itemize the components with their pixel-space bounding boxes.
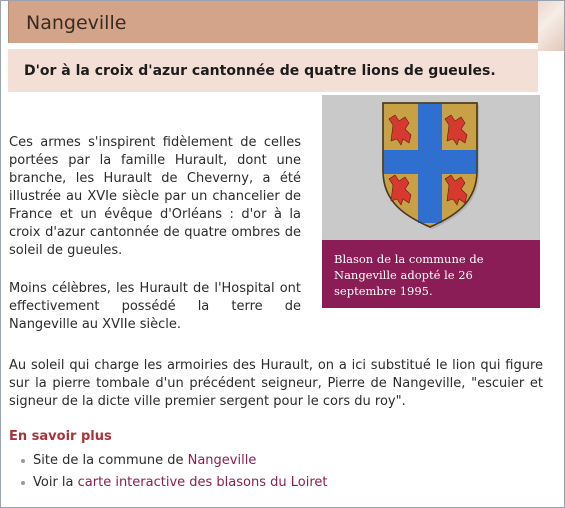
blazon-bar	[8, 49, 538, 92]
more-info-heading: En savoir plus	[9, 429, 112, 444]
link-prefix-map: Voir la	[33, 475, 78, 490]
paragraph-hospital: Moins célèbres, les Hurault de l'Hospital ont effectivement possédé la terre de Nangeville au XVIIe siècle.	[9, 281, 301, 332]
shield-icon	[381, 101, 481, 231]
figure-caption-text: Blason de la commune de Nangeville adopté le 26 septembre 1995.	[334, 252, 484, 298]
bullet-icon	[21, 459, 25, 463]
corner-decoration	[538, 1, 564, 51]
more-info-list	[21, 450, 327, 494]
paragraph-origin: Ces armes s'inspirent fidèlement de celles portées par la famille Hurault, dont une branche, les Hurault de Cheverny, a été illustrée au XVIe siècle par un chancelier de France et un évêque d'Orléans : d'or à la croix d'azur cantonnée de quatre ombres de soleil de gueules.	[9, 135, 301, 258]
list-item	[21, 450, 327, 472]
commune-link[interactable]: Nangeville	[187, 453, 257, 468]
page-title: Nangeville	[26, 12, 127, 34]
blazon-map-link[interactable]: carte interactive des blasons du Loiret	[77, 475, 328, 490]
coat-of-arms-image	[322, 95, 540, 240]
link-prefix-commune: Site de la commune de	[33, 453, 188, 468]
figure-caption	[322, 240, 540, 308]
blazon-text: D'or à la croix d'azur cantonnée de quatre lions de gueules.	[24, 63, 496, 79]
list-item	[21, 472, 327, 494]
paragraph-lion: Au soleil qui charge les armoiries des Hurault, on a ici substitué le lion qui figure sur la pierre tombale d'un précédent seigneur, Pierre de Nangeville, "escuier et signeur de la dicte ville premier sergent pour le cors du roy".	[9, 358, 543, 409]
coat-of-arms-figure	[322, 95, 540, 308]
title-bar	[8, 1, 539, 43]
bullet-icon	[21, 481, 25, 485]
